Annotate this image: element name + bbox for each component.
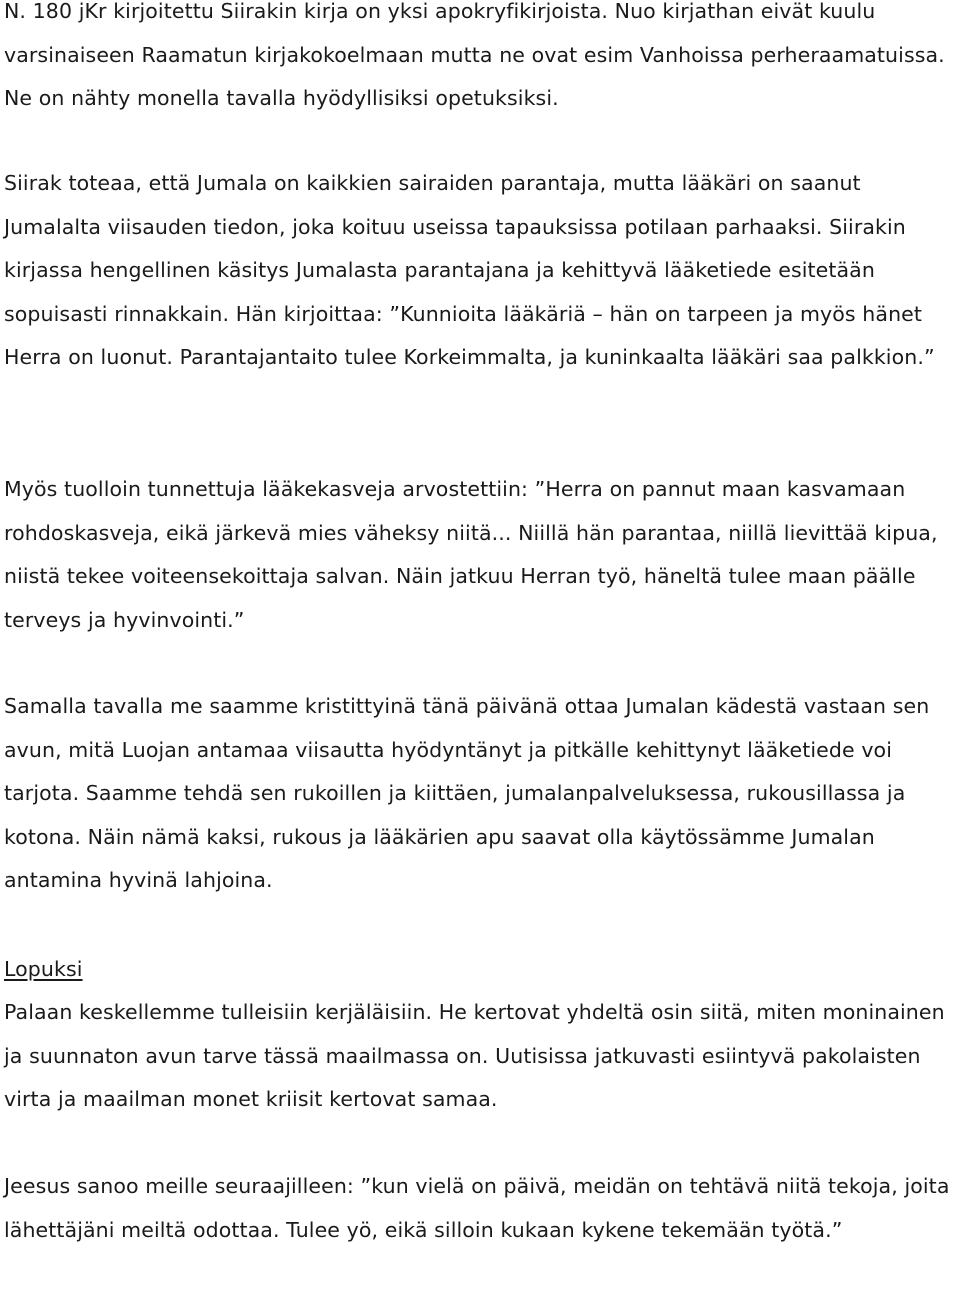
- paragraph-jesus-quote: Jeesus sanoo meille seuraajilleen: ”kun vielä on päivä, meidän on tehtävä niitä tekoja, joita lähettäjäni meiltä odottaa. Tulee yö, eikä silloin kukaan kykene tekemään työtä.”: [4, 1174, 950, 1242]
- paragraph-sirach-physician: Siirak toteaa, että Jumala on kaikkien sairaiden parantaja, mutta lääkäri on saanut Jumalalta viisauden tiedon, joka koituu useissa tapauksissa potilaan parhaaksi. Siirakin kirjassa hengellinen käsitys Jumalasta parantajana ja kehittyvä lääketiede esitetään sopuisasti rinnakkain. Hän kirjoittaa: ”Kunnioita lääkäriä – hän on tarpeen ja myös hänet Herra on luonut. Parantajantaito tulee Korkeimmalta, ja kuninkaalta lääkäri saa palkkion.”: [4, 171, 935, 370]
- paragraph-christian-today: Samalla tavalla me saamme kristittyinä tänä päivänä ottaa Jumalan kädestä vastaan sen avun, mitä Luojan antamaa viisautta hyödyntänyt ja pitkälle kehittynyt lääketiede voi tarjota. Saamme tehdä sen rukoillen ja kiittäen, jumalanpalveluksessa, rukousillassa ja kotona. Näin nämä kaksi, rukous ja lääkärien apu saavat olla käytössämme Jumalan antamina hyvinä lahjoina.: [4, 694, 930, 893]
- section-heading-lopuksi[interactable]: Lopuksi: [4, 957, 83, 981]
- paragraph-beggars: Palaan keskellemme tulleisiin kerjäläisiin. He kertovat yhdeltä osin siitä, miten moninainen ja suunnaton avun tarve tässä maailmassa on. Uutisissa jatkuvasti esiintyvä pakolaisten virta ja maailman monet kriisit kertovat samaa.: [4, 1000, 945, 1112]
- paragraph-medicinal-herbs: Myös tuolloin tunnettuja lääkekasveja arvostettiin: ”Herra on pannut maan kasvamaan rohdoskasveja, eikä järkevä mies väheksy niitä... Niillä hän parantaa, niillä lievittää kipua, niistä tekee voiteensekoittaja salvan. Näin jatkuu Herran työ, häneltä tulee maan päälle terveys ja hyvinvointi.”: [4, 477, 938, 632]
- paragraph-sirach-intro: N. 180 jKr kirjoitettu Siirakin kirja on yksi apokryfikirjoista. Nuo kirjathan eivät kuulu varsinaiseen Raamatun kirjakokoelmaan mutta ne ovat esim Vanhoissa perheraamatuissa. Ne on nähty monella tavalla hyödyllisiksi opetuksiksi.: [4, 0, 945, 111]
